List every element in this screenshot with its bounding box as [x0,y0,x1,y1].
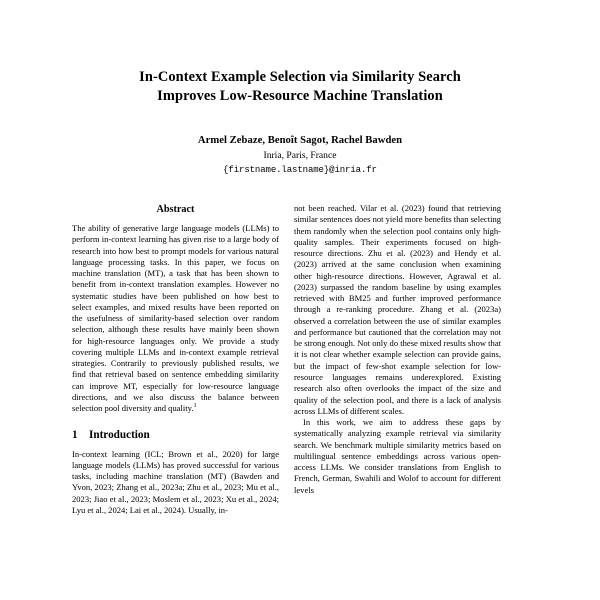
two-column-body [0,203,600,600]
section-heading-introduction [72,428,279,442]
author-block [0,134,600,177]
contact-email: {firstname.lastname}@inria.fr [223,165,377,175]
affiliation: Inria, Paris, France [263,150,337,161]
title-line-2: Improves Low-Resource Machine Translation [157,88,443,104]
abstract-body: The ability of generative large language models (LLMs) to perform in-context learning has given rise to a large body of research into how best to prompt models for various natural language processing tasks. In this paper, we focus on machine translation (MT), a task that has been shown to benefit from in-context translation examples. However no systematic studies have been published on how best to select examples, and mixed results have been reported on the usefulness of similarity-based selection over random selection, although these results have mainly been shown for high-resource languages only. We provide a study covering multiple LLMs and in-context example retrieval strategies. Contrarily to previously published results, we find that retrieval based on sentence embedding similarity can improve MT, especially for low-resource language directions, and we also discuss the balance between selection pool diversity and quality. [72,223,279,414]
section-title: Introduction [89,428,150,441]
page-title [60,68,540,106]
section-number: 1 [72,428,78,441]
related-work-continued-paragraph: not been reached. Vilar et al. (2023) found that retrieving similar sentences does not yield more benefits than selecting them randomly when the selection pool contains only high-quality samples. Their experiments focused on high-resource directions. Zhu et al. (2023) and Hendy et al. (2023) arrived at the same conclusion when examining other high-resource directions. However, Agrawal et al. (2023) surpassed the random baseline by using examples retrieved with BM25 and further improved performance through a re-ranking procedure. Zhang et al. (2023a) observed a correlation between the use of similar examples and performance but cautioned that the correlation may not be strong enough. Not only do these mixed results show that it is not clear whether example selection can provide gains, but the impact of few-shot example selection for low-resource languages remains underexplored. Existing research also often overlooks the impact of the size and quality of the selection pool, and there is a lack of analysis across LLMs of different scales. [294,203,501,416]
title-block [0,0,600,177]
left-column [72,203,279,600]
title-line-1: In-Context Example Selection via Similarity Search [139,69,461,85]
abstract-heading: Abstract [156,204,195,215]
author-list: Armel Zebaze, Benoît Sagot, Rachel Bawden [197,135,403,146]
right-column [294,203,501,600]
contribution-paragraph: In this work, we aim to address these gaps by systematically analyzing example retrieval via similarity search. We benchmark multiple similarity metrics based on multilingual sentence embeddings across various open-access LLMs. We consider translations from English to French, German, Swahili and Wolof to account for different levels [294,417,501,495]
introduction-paragraph-1: In-context learning (ICL; Brown et al., 2020) for large language models (LLMs) has proved successful for various tasks, including machine translation (MT) (Bawden and Yvon, 2023; Zhang et al., 2023a; Zhu et al., 2023; Mu et al., 2023; Jiao et al., 2023; Moslem et al., 2023; Xu et al., 2024; Lyu et al., 2024; Lai et al., 2024). Usually, in- [72,448,279,515]
abstract-text [72,223,279,415]
footnote-marker: 1 [193,402,197,410]
